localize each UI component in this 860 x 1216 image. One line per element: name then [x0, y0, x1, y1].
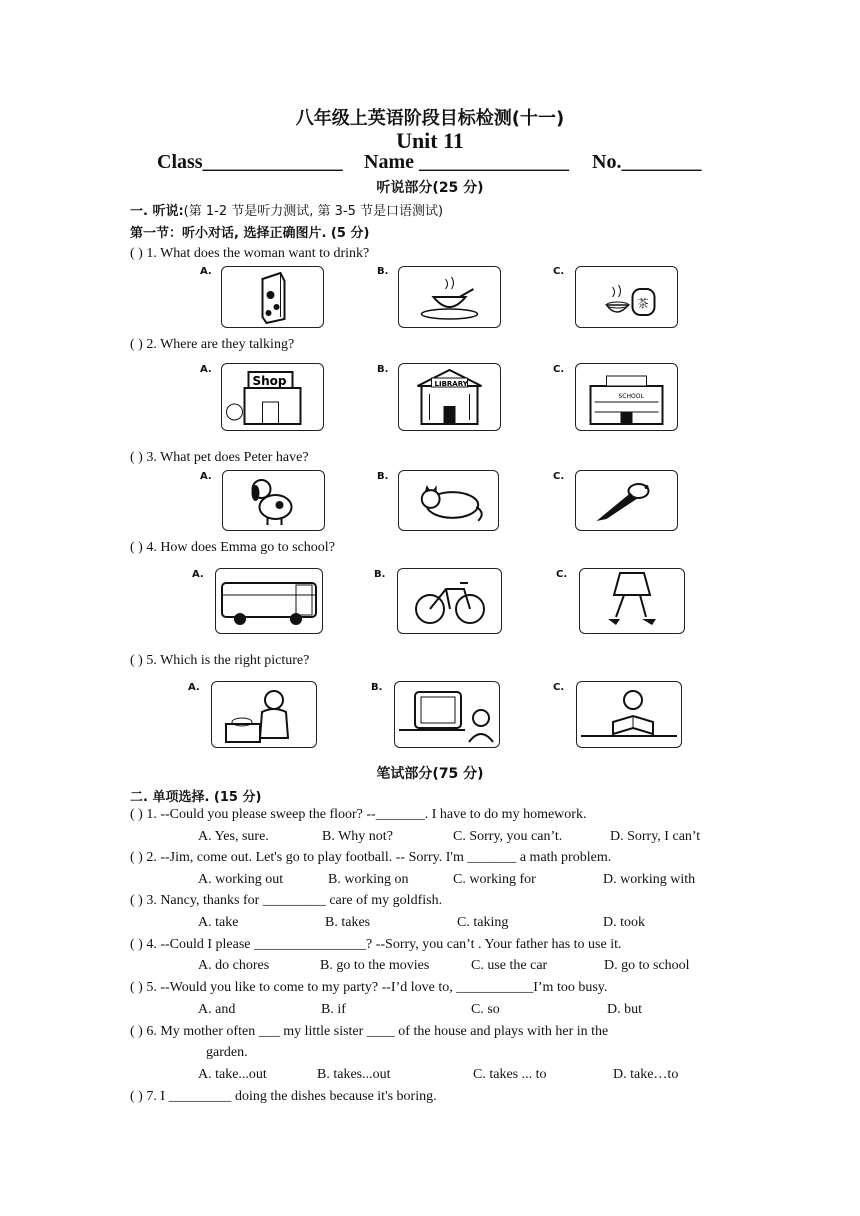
mc-option: C. so: [471, 1002, 500, 1017]
mc-option: C. use the car: [471, 958, 548, 973]
mc-option: A. take: [198, 915, 239, 930]
mc-option: A. take...out: [198, 1067, 267, 1082]
library-icon: [398, 363, 501, 431]
listening-question-2: ( ) 2. Where are they talking?: [130, 337, 295, 352]
name-field: Name _______________: [364, 151, 569, 173]
dog-icon: [222, 470, 325, 531]
reading-icon: [576, 681, 682, 748]
number-field: No.________: [592, 151, 702, 173]
option-label: A.: [192, 569, 204, 580]
mc-question-7: ( ) 7. I _________ doing the dishes because it's boring.: [130, 1089, 437, 1104]
mc-option: B. takes...out: [317, 1067, 391, 1082]
milk-carton-icon: [221, 266, 324, 328]
option-label: A.: [200, 471, 212, 482]
mc-option: A. Yes, sure.: [198, 829, 269, 844]
mc-question-1: ( ) 1. --Could you please sweep the floor? --_______. I have to do my homework.: [130, 807, 587, 822]
mc-option: D. working with: [603, 872, 696, 887]
mc-option: D. go to school: [604, 958, 690, 973]
mc-option: B. takes: [325, 915, 371, 930]
shop-icon: [221, 363, 324, 431]
mc-question-5: ( ) 5. --Would you like to come to my party? --I’d love to, ___________I’m too busy.: [130, 980, 608, 995]
option-label: C.: [556, 569, 568, 580]
school-icon: [575, 363, 678, 431]
option-label: B.: [377, 266, 389, 277]
mc-option: D. take…to: [613, 1067, 679, 1082]
option-label: C.: [553, 266, 565, 277]
listening-sub-title: 第一节：听小对话, 选择正确图片. (5 分): [130, 226, 370, 241]
listening-question-4: ( ) 4. How does Emma go to school?: [130, 540, 335, 555]
unit-title: Unit 11: [396, 128, 464, 153]
mc-option: B. Why not?: [322, 829, 393, 844]
mc-option: A. and: [198, 1002, 236, 1017]
option-label: B.: [371, 682, 383, 693]
mc-option: B. go to the movies: [320, 958, 430, 973]
writing-part-title: 二. 单项选择. (15 分): [130, 790, 262, 805]
listening-question-1: ( ) 1. What does the woman want to drink?: [130, 246, 370, 261]
mc-option: B. if: [321, 1002, 346, 1017]
option-label: A.: [200, 364, 212, 375]
option-label: C.: [553, 471, 565, 482]
option-label: B.: [377, 471, 389, 482]
mc-option: C. working for: [453, 872, 536, 887]
washing-dishes-icon: [211, 681, 317, 748]
mc-question-4: ( ) 4. --Could I please ________________? --Sorry, you can’t . Your father has to use it.: [130, 937, 622, 952]
option-label: B.: [374, 569, 386, 580]
mc-option: C. takes ... to: [473, 1067, 547, 1082]
page-title: 八年级上英语阶段目标检测(十一): [295, 108, 565, 129]
listening-question-5: ( ) 5. Which is the right picture?: [130, 653, 310, 668]
bus-icon: [215, 568, 323, 634]
class-field: Class______________: [157, 151, 343, 173]
mc-option: D. took: [603, 915, 645, 930]
watching-tv-icon: [394, 681, 500, 748]
writing-section-title: 笔试部分(75 分): [376, 766, 484, 782]
mc-option: D. but: [607, 1002, 642, 1017]
bicycle-icon: [397, 568, 502, 634]
svg-text:茶: 茶: [637, 297, 649, 310]
option-label: A.: [200, 266, 212, 277]
mc-option: B. working on: [328, 872, 409, 887]
mc-question-3: ( ) 3. Nancy, thanks for _________ care of my goldfish.: [130, 893, 443, 908]
listening-part-heading: [130, 200, 443, 220]
option-label: C.: [553, 364, 565, 375]
option-label: C.: [553, 682, 565, 693]
option-label: A.: [188, 682, 200, 693]
shop-sign-text: Shop: [252, 374, 287, 388]
mc-option: C. taking: [457, 915, 509, 930]
option-label: B.: [377, 364, 389, 375]
listening-question-3: ( ) 3. What pet does Peter have?: [130, 450, 309, 465]
mc-question-6-continuation: garden.: [206, 1045, 248, 1060]
mc-option: C. Sorry, you can’t.: [453, 829, 563, 844]
mc-option: A. working out: [198, 872, 284, 887]
parrot-icon: [575, 470, 678, 531]
soup-bowl-icon: [398, 266, 501, 328]
school-sign-text: SCHOOL: [618, 393, 644, 400]
mc-option: D. Sorry, I can’t: [610, 829, 701, 844]
listening-section-title: 听说部分(25 分): [376, 180, 484, 196]
tea-icon: [575, 266, 678, 328]
mc-question-2: ( ) 2. --Jim, come out. Let's go to play football. -- Sorry. I'm _______ a math problem.: [130, 850, 612, 865]
listening-part-title: 一. 听说:: [130, 204, 184, 219]
walking-icon: [579, 568, 685, 634]
library-sign-text: LIBRARY: [434, 380, 468, 388]
mc-option: A. do chores: [198, 958, 270, 973]
cat-icon: [398, 470, 499, 531]
listening-part-note: (第 1-2 节是听力测试, 第 3-5 节是口语测试): [183, 204, 444, 219]
mc-question-6: ( ) 6. My mother often ___ my little sister ____ of the house and plays with her in the: [130, 1024, 609, 1039]
